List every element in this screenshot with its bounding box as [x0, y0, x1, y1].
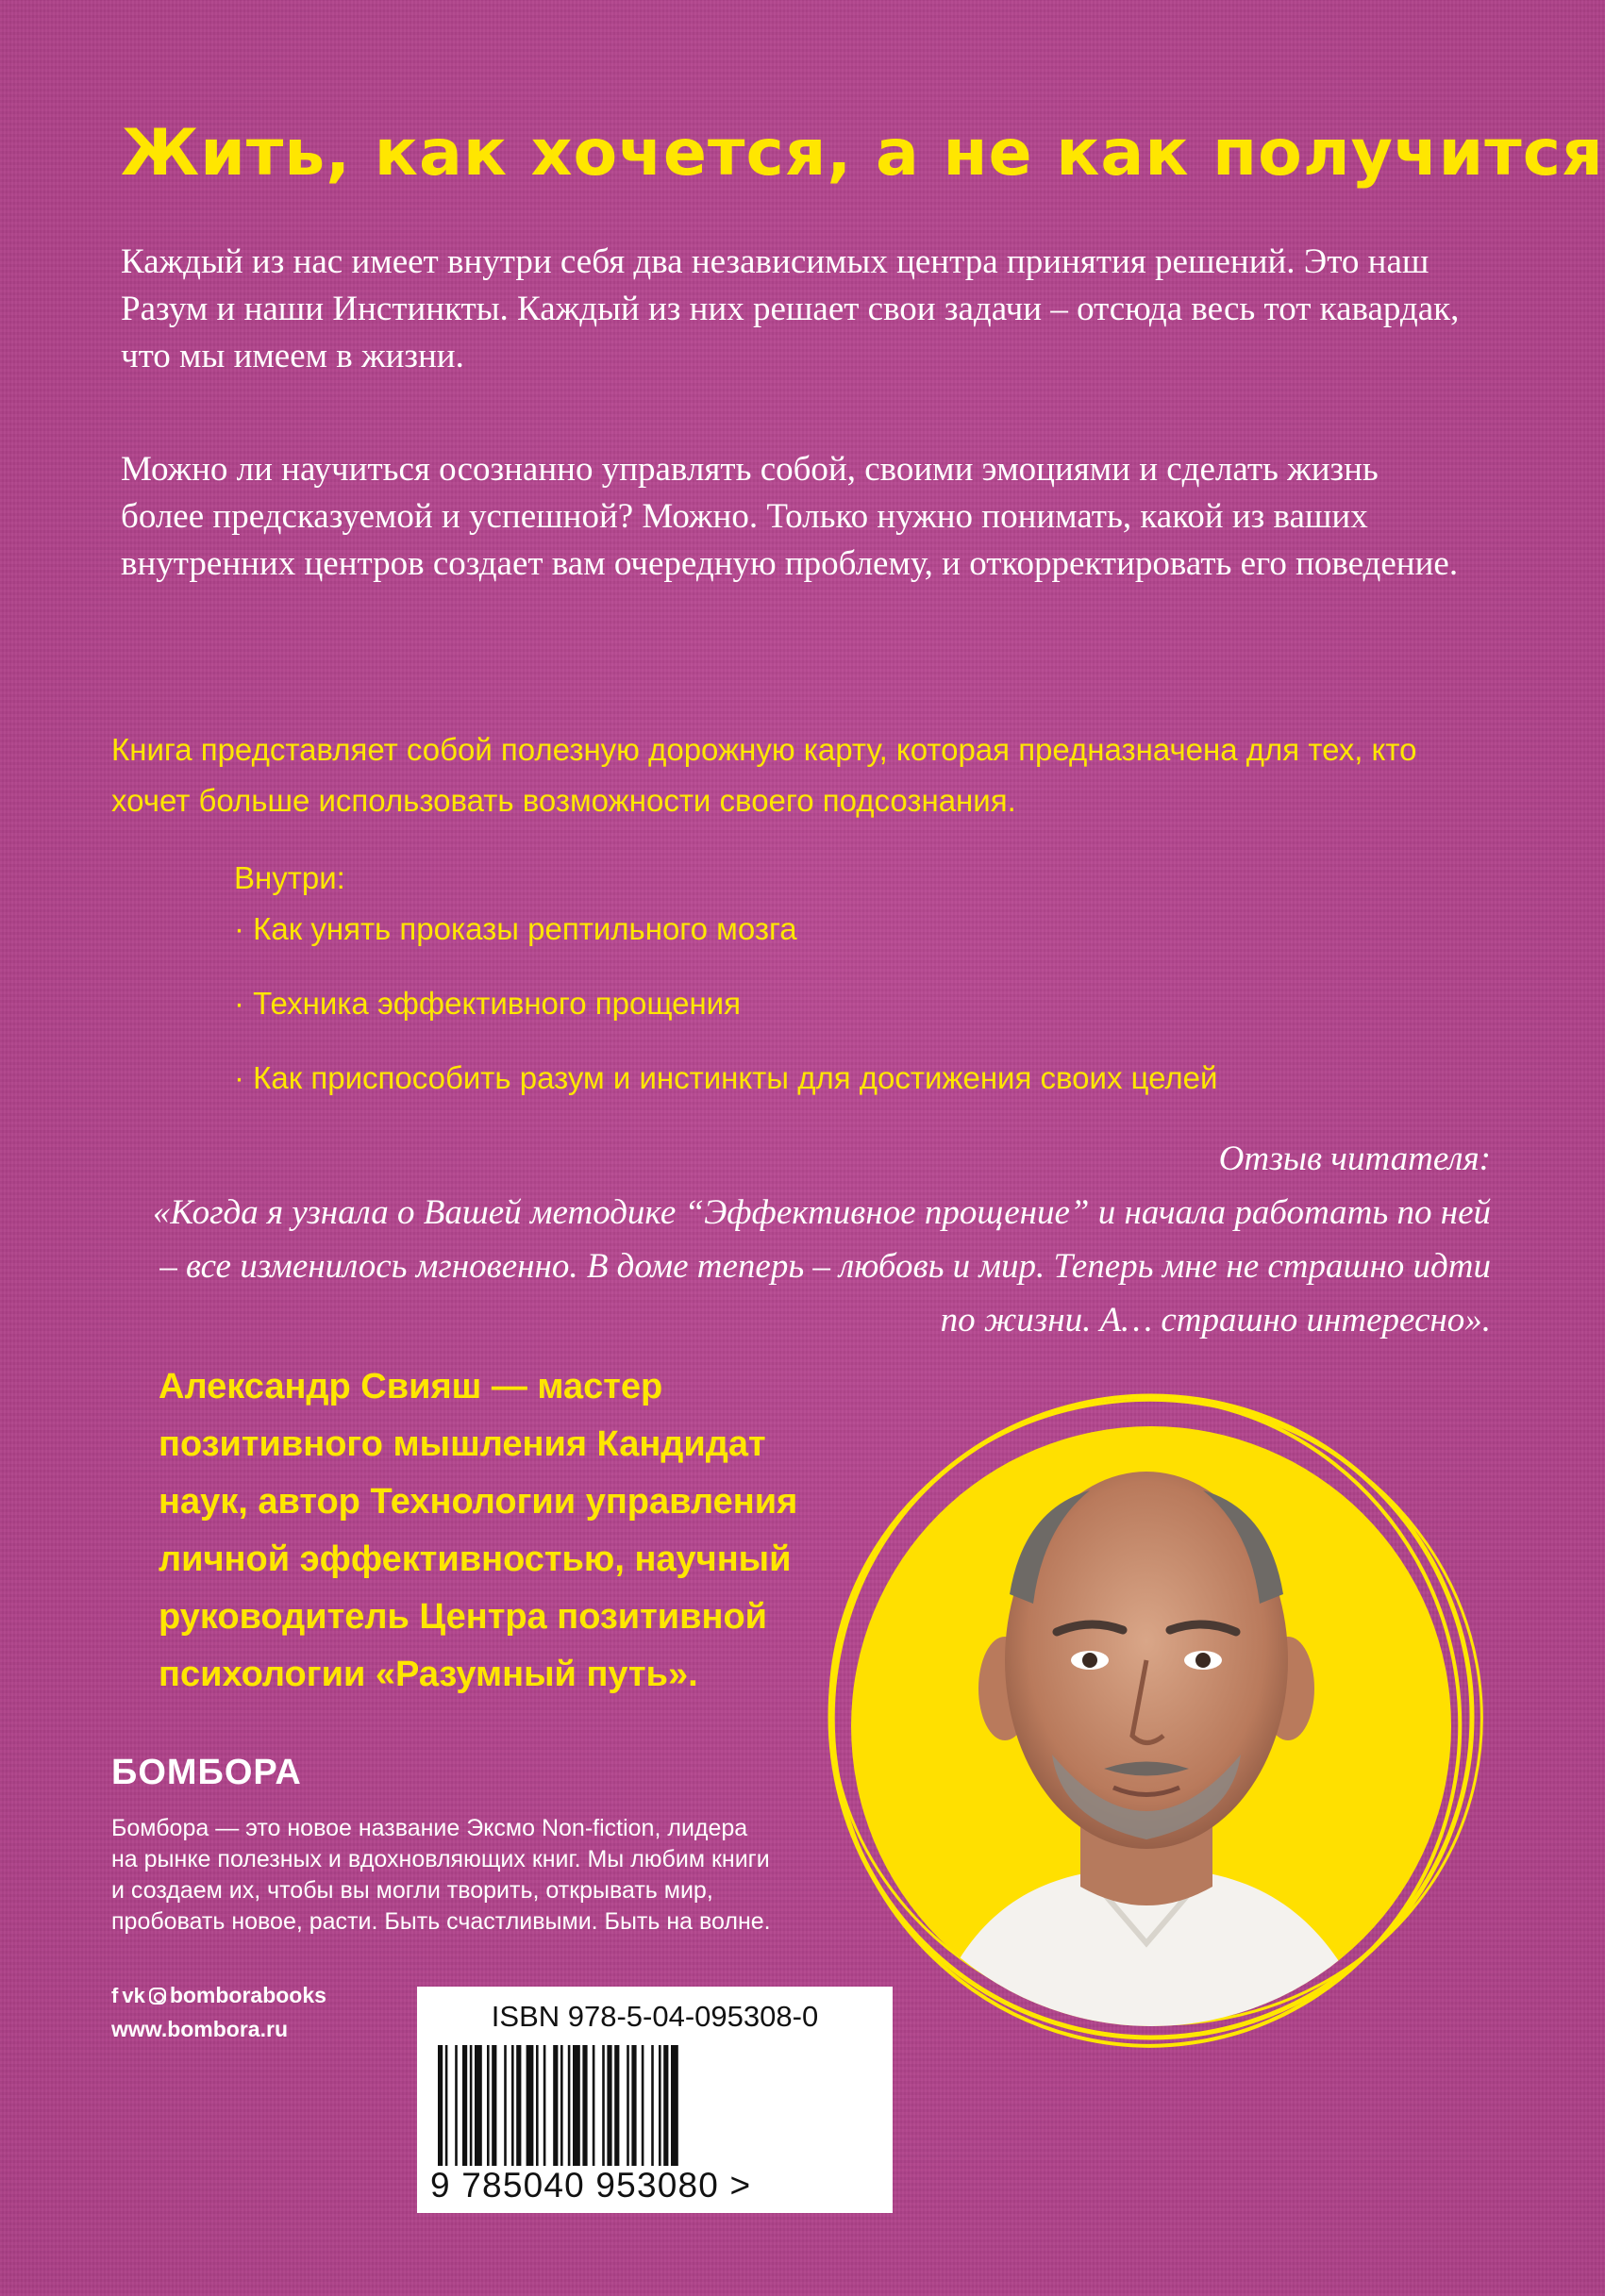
inside-label: Внутри: [234, 860, 345, 895]
isbn-label: ISBN 978-5-04-095308-0 [491, 2000, 819, 2033]
review-text: «Когда я узнала о Вашей методике “Эффективное прощение” и начала работать по ней – все изменилось мгновенно. В доме теперь – любовь и мир. Теперь мне не страшно идти по жизни. А… страшно интересно». [152, 1193, 1491, 1339]
social-links [111, 1983, 326, 2008]
author-portrait-icon [807, 1377, 1486, 2056]
bullet-list [234, 906, 1217, 1129]
author-photo [807, 1377, 1486, 2056]
bullet-item: · Техника эффективного прощения [234, 980, 1217, 1027]
bullet-item: · Как унять проказы рептильного мозга [234, 906, 1217, 953]
facebook-icon[interactable]: f [111, 1983, 119, 2007]
review-label: Отзыв читателя: [1218, 1140, 1491, 1178]
bullet-item: · Как приспособить разум и инстинкты для достижения своих целей [234, 1055, 1217, 1102]
paragraph-1: Каждый из нас имеет внутри себя два независимых центра принятия решений. Это наш Разум и наши Инстинкты. Каждый из них решает свои задачи – отсюда весь тот кавардак, что мы имеем в жизни. [121, 242, 1460, 375]
intro-text: Книга представляет собой полезную дорожную карту, которая предназначена для тех, кто хочет больше использовать возможности своего подсознания. [111, 732, 1417, 818]
vk-icon[interactable]: vk [122, 1983, 145, 2007]
reader-review [132, 1132, 1491, 1347]
publisher-description: Бомбора — это новое название Эксмо Non-fiction, лидера на рынке полезных и вдохновляющих книг. Мы любим книги и создаем их, чтобы вы могли творить, открывать мир, пробовать новое, расти. Быть счастливыми. Быть на волне. [111, 1815, 771, 1935]
publisher-logo: БОМБОРА [111, 1753, 302, 1792]
barcode-digits: 9 785040 953080 > [430, 2166, 752, 2204]
barcode-icon [438, 2045, 872, 2166]
isbn-barcode [417, 1987, 893, 2213]
social-handle: bomborabooks [169, 1983, 326, 2007]
headline: Жить, как хочется, а не как получится [121, 116, 1604, 191]
publisher-website[interactable]: www.bombora.ru [111, 2017, 288, 2041]
instagram-icon[interactable] [149, 1988, 166, 2005]
paragraph-2: Можно ли научиться осознанно управлять собой, своими эмоциями и сделать жизнь более предсказуемой и успешной? Можно. Только нужно понимать, какой из ваших внутренних центров создает вам очередную проблему, и откорректировать его поведение. [121, 450, 1459, 583]
author-bio: Александр Свияш — мастер позитивного мышления Кандидат наук, автор Технологии управления личной эффективностью, научный руководитель Центра позитивной психологии «Разумный путь». [159, 1367, 798, 1694]
